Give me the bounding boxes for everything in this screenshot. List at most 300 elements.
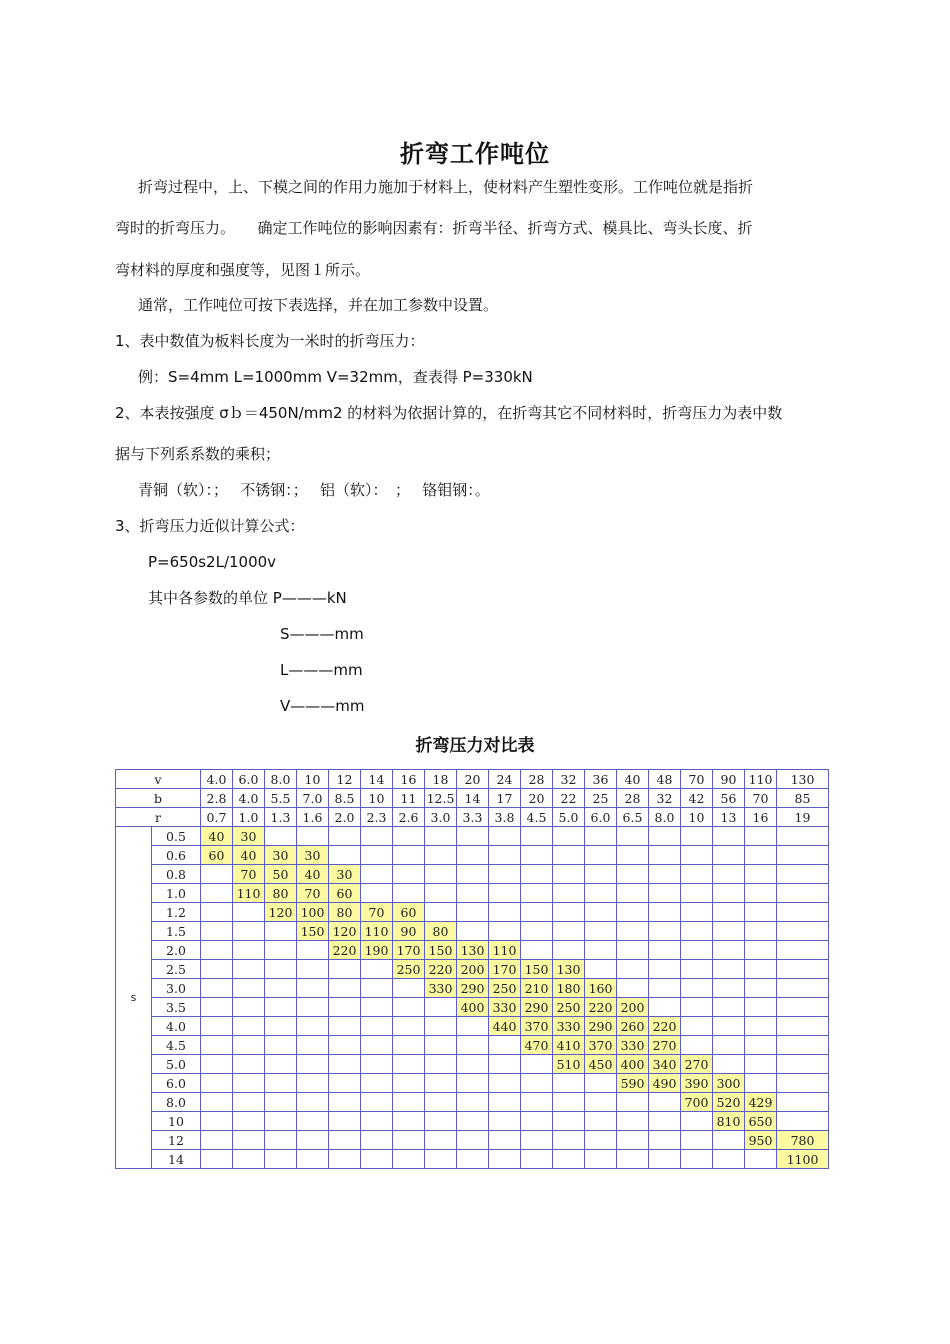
table-row [116,846,829,865]
pressure-value-cell: 30 [329,865,361,884]
empty-cell [585,903,617,922]
empty-cell [745,960,777,979]
pressure-value-cell: 650 [745,1112,777,1131]
pressure-value-cell: 110 [361,922,393,941]
pressure-value-cell: 470 [521,1036,553,1055]
empty-cell [233,903,265,922]
empty-cell [297,1055,329,1074]
empty-cell [361,1036,393,1055]
bending-pressure-table [115,769,829,1169]
b-header-cell: 7.0 [297,789,329,808]
pressure-value-cell: 170 [489,960,521,979]
pressure-value-cell: 250 [553,998,585,1017]
empty-cell [681,865,713,884]
empty-cell [393,1093,425,1112]
empty-cell [745,827,777,846]
empty-cell [649,941,681,960]
pressure-value-cell: 170 [393,941,425,960]
pressure-value-cell: 700 [681,1093,713,1112]
formula: P=650s2L/1000v [148,553,277,571]
empty-cell [393,998,425,1017]
pressure-value-cell: 120 [265,903,297,922]
table-row [116,827,829,846]
empty-cell [585,941,617,960]
empty-cell [425,998,457,1017]
pressure-value-cell: 400 [617,1055,649,1074]
empty-cell [777,960,829,979]
r-header-cell: 3.0 [425,808,457,827]
empty-cell [297,1093,329,1112]
empty-cell [777,827,829,846]
empty-cell [681,1112,713,1131]
empty-cell [617,865,649,884]
empty-cell [713,960,745,979]
r-header-cell: 19 [777,808,829,827]
empty-cell [297,1112,329,1131]
empty-cell [521,865,553,884]
table-row [116,1074,829,1093]
pressure-value-cell: 290 [585,1017,617,1036]
empty-cell [777,998,829,1017]
r-header-cell: 6.0 [585,808,617,827]
unit-line: V———mm [280,697,365,715]
b-header-cell: 32 [649,789,681,808]
pressure-value-cell: 30 [265,846,297,865]
empty-cell [457,903,489,922]
empty-cell [457,1131,489,1150]
empty-cell [329,1017,361,1036]
empty-cell [777,865,829,884]
empty-cell [425,1017,457,1036]
pressure-value-cell: 60 [201,846,233,865]
r-header-cell: 3.8 [489,808,521,827]
empty-cell [457,1093,489,1112]
b-header-cell: 22 [553,789,585,808]
table-row [116,941,829,960]
empty-cell [553,1093,585,1112]
empty-cell [745,1017,777,1036]
pressure-value-cell: 120 [329,922,361,941]
empty-cell [585,960,617,979]
table-row [116,960,829,979]
empty-cell [521,884,553,903]
empty-cell [649,1131,681,1150]
empty-cell [649,1093,681,1112]
r-header-cell: 2.6 [393,808,425,827]
b-header-label: b [116,789,201,808]
empty-cell [489,1074,521,1093]
empty-cell [649,1112,681,1131]
empty-cell [745,1150,777,1169]
empty-cell [425,1036,457,1055]
empty-cell [361,846,393,865]
empty-cell [361,1112,393,1131]
empty-cell [457,922,489,941]
empty-cell [745,884,777,903]
empty-cell [265,1055,297,1074]
empty-cell [329,1036,361,1055]
b-header-cell: 11 [393,789,425,808]
pressure-value-cell: 60 [393,903,425,922]
empty-cell [233,1093,265,1112]
empty-cell [553,1131,585,1150]
empty-cell [617,1112,649,1131]
table-row [116,1131,829,1150]
pressure-value-cell: 270 [649,1036,681,1055]
pressure-value-cell: 810 [713,1112,745,1131]
empty-cell [521,1074,553,1093]
b-header-cell: 14 [457,789,489,808]
empty-cell [745,1036,777,1055]
empty-cell [329,846,361,865]
empty-cell [521,827,553,846]
empty-cell [617,1093,649,1112]
empty-cell [777,922,829,941]
empty-cell [617,979,649,998]
b-header-cell: 5.5 [265,789,297,808]
empty-cell [425,846,457,865]
empty-cell [617,846,649,865]
v-header-cell: 130 [777,770,829,789]
empty-cell [585,1093,617,1112]
empty-cell [425,1055,457,1074]
pressure-value-cell: 160 [585,979,617,998]
empty-cell [265,1074,297,1093]
b-header-cell: 8.5 [329,789,361,808]
pressure-value-cell: 330 [489,998,521,1017]
empty-cell [649,865,681,884]
pressure-value-cell: 100 [297,903,329,922]
pressure-value-cell: 210 [521,979,553,998]
empty-cell [457,846,489,865]
empty-cell [713,922,745,941]
empty-cell [681,1150,713,1169]
empty-cell [745,941,777,960]
empty-cell [361,1074,393,1093]
empty-cell [393,1150,425,1169]
pressure-value-cell: 250 [489,979,521,998]
pressure-value-cell: 590 [617,1074,649,1093]
empty-cell [233,1036,265,1055]
empty-cell [489,1131,521,1150]
empty-cell [297,960,329,979]
empty-cell [585,1131,617,1150]
pressure-value-cell: 950 [745,1131,777,1150]
r-header-cell: 8.0 [649,808,681,827]
r-header-cell: 10 [681,808,713,827]
empty-cell [745,846,777,865]
empty-cell [393,1055,425,1074]
empty-cell [649,846,681,865]
s-value-cell: 6.0 [152,1074,201,1093]
pressure-value-cell: 150 [521,960,553,979]
table-row [116,1055,829,1074]
b-header-cell: 42 [681,789,713,808]
empty-cell [489,1093,521,1112]
empty-cell [745,998,777,1017]
r-header-cell: 13 [713,808,745,827]
s-axis-label: s [116,827,152,1169]
empty-cell [201,884,233,903]
empty-cell [361,827,393,846]
empty-cell [233,960,265,979]
empty-cell [265,1093,297,1112]
empty-cell [489,865,521,884]
paragraph-line: 青铜（软）：； 不锈钢：； 铝（软）： ； 铬钼钢：。 [138,481,490,499]
empty-cell [553,827,585,846]
empty-cell [393,1131,425,1150]
empty-cell [233,979,265,998]
pressure-value-cell: 80 [329,903,361,922]
empty-cell [329,1150,361,1169]
empty-cell [681,827,713,846]
empty-cell [297,1074,329,1093]
empty-cell [201,1055,233,1074]
pressure-value-cell: 70 [233,865,265,884]
empty-cell [361,1131,393,1150]
empty-cell [745,979,777,998]
s-value-cell: 0.6 [152,846,201,865]
b-header-cell: 4.0 [233,789,265,808]
r-header-cell: 1.0 [233,808,265,827]
pressure-value-cell: 440 [489,1017,521,1036]
empty-cell [425,865,457,884]
table-row [116,789,829,808]
empty-cell [265,960,297,979]
pressure-value-cell: 290 [457,979,489,998]
empty-cell [361,865,393,884]
empty-cell [585,865,617,884]
empty-cell [521,1112,553,1131]
empty-cell [425,1074,457,1093]
r-header-cell: 4.5 [521,808,553,827]
table-row [116,1112,829,1131]
v-header-cell: 24 [489,770,521,789]
b-header-cell: 56 [713,789,745,808]
empty-cell [393,1036,425,1055]
pressure-value-cell: 300 [713,1074,745,1093]
r-header-cell: 2.3 [361,808,393,827]
r-header-cell: 6.5 [617,808,649,827]
empty-cell [265,1131,297,1150]
s-value-cell: 14 [152,1150,201,1169]
empty-cell [617,827,649,846]
s-value-cell: 10 [152,1112,201,1131]
b-header-cell: 12.5 [425,789,457,808]
empty-cell [777,1036,829,1055]
empty-cell [201,960,233,979]
empty-cell [489,1055,521,1074]
pressure-value-cell: 50 [265,865,297,884]
pressure-value-cell: 390 [681,1074,713,1093]
paragraph-line: 例：S=4mm L=1000mm V=32mm，查表得 P=330kN [138,368,533,386]
empty-cell [361,884,393,903]
empty-cell [489,1150,521,1169]
empty-cell [521,1131,553,1150]
empty-cell [745,903,777,922]
pressure-value-cell: 70 [361,903,393,922]
empty-cell [201,1074,233,1093]
pressure-value-cell: 330 [553,1017,585,1036]
s-value-cell: 1.0 [152,884,201,903]
empty-cell [457,827,489,846]
pressure-value-cell: 490 [649,1074,681,1093]
r-header-cell: 0.7 [201,808,233,827]
empty-cell [425,827,457,846]
empty-cell [489,922,521,941]
pressure-value-cell: 130 [457,941,489,960]
empty-cell [681,960,713,979]
empty-cell [649,998,681,1017]
pressure-value-cell: 330 [425,979,457,998]
s-value-cell: 3.0 [152,979,201,998]
empty-cell [777,903,829,922]
empty-cell [777,1017,829,1036]
empty-cell [777,1093,829,1112]
empty-cell [361,979,393,998]
r-header-cell: 3.3 [457,808,489,827]
empty-cell [201,1036,233,1055]
empty-cell [777,846,829,865]
empty-cell [329,1055,361,1074]
v-header-cell: 18 [425,770,457,789]
empty-cell [201,979,233,998]
table-row [116,770,829,789]
empty-cell [489,846,521,865]
empty-cell [457,1112,489,1131]
empty-cell [617,960,649,979]
empty-cell [681,1017,713,1036]
empty-cell [777,979,829,998]
empty-cell [585,1150,617,1169]
table-row [116,865,829,884]
empty-cell [425,903,457,922]
empty-cell [201,865,233,884]
empty-cell [713,1055,745,1074]
paragraph-line: 弯材料的厚度和强度等，见图１所示。 [115,261,371,279]
empty-cell [617,1150,649,1169]
r-header-cell: 1.3 [265,808,297,827]
pressure-value-cell: 190 [361,941,393,960]
table-row [116,998,829,1017]
empty-cell [553,865,585,884]
table-row [116,922,829,941]
table-title: 折弯压力对比表 [415,736,535,756]
pressure-value-cell: 290 [521,998,553,1017]
b-header-cell: 70 [745,789,777,808]
empty-cell [489,884,521,903]
paragraph-line: 通常，工作吨位可按下表选择，并在加工参数中设置。 [138,296,499,314]
empty-cell [521,1093,553,1112]
empty-cell [521,846,553,865]
empty-cell [393,865,425,884]
b-header-cell: 2.8 [201,789,233,808]
pressure-value-cell: 220 [649,1017,681,1036]
empty-cell [585,827,617,846]
empty-cell [361,1093,393,1112]
r-header-cell: 2.0 [329,808,361,827]
pressure-value-cell: 40 [233,846,265,865]
table-row [116,808,829,827]
v-header-cell: 48 [649,770,681,789]
s-value-cell: 5.0 [152,1055,201,1074]
empty-cell [297,1131,329,1150]
empty-cell [329,1112,361,1131]
pressure-value-cell: 130 [553,960,585,979]
pressure-value-cell: 40 [297,865,329,884]
empty-cell [777,884,829,903]
empty-cell [457,1074,489,1093]
v-header-cell: 20 [457,770,489,789]
empty-cell [361,998,393,1017]
empty-cell [233,1112,265,1131]
v-header-cell: 36 [585,770,617,789]
pressure-value-cell: 200 [457,960,489,979]
empty-cell [649,884,681,903]
empty-cell [553,922,585,941]
table-row [116,1017,829,1036]
pressure-value-cell: 330 [617,1036,649,1055]
v-header-cell: 40 [617,770,649,789]
pressure-value-cell: 70 [297,884,329,903]
v-header-cell: 6.0 [233,770,265,789]
empty-cell [681,922,713,941]
s-value-cell: 4.0 [152,1017,201,1036]
empty-cell [521,903,553,922]
empty-cell [297,1017,329,1036]
unit-line: 其中各参数的单位 P———kN [148,589,347,607]
s-value-cell: 2.0 [152,941,201,960]
empty-cell [393,1112,425,1131]
s-value-cell: 1.5 [152,922,201,941]
pressure-value-cell: 80 [265,884,297,903]
empty-cell [713,903,745,922]
r-header-cell: 1.6 [297,808,329,827]
empty-cell [649,827,681,846]
empty-cell [425,1112,457,1131]
empty-cell [233,1131,265,1150]
empty-cell [553,941,585,960]
empty-cell [201,1112,233,1131]
empty-cell [297,998,329,1017]
empty-cell [777,1055,829,1074]
unit-line: L———mm [280,661,363,679]
empty-cell [553,884,585,903]
s-value-cell: 0.8 [152,865,201,884]
table-row [116,1036,829,1055]
pressure-value-cell: 270 [681,1055,713,1074]
pressure-value-cell: 90 [393,922,425,941]
v-header-cell: 8.0 [265,770,297,789]
empty-cell [233,998,265,1017]
empty-cell [585,846,617,865]
pressure-value-cell: 150 [425,941,457,960]
pressure-value-cell: 780 [777,1131,829,1150]
empty-cell [681,979,713,998]
empty-cell [361,960,393,979]
paragraph-line: 2、本表按强度 σｂ＝450N/mm2 的材料为依据计算的，在折弯其它不同材料时，折弯压力为表中数 [115,404,783,422]
pressure-value-cell: 429 [745,1093,777,1112]
b-header-cell: 20 [521,789,553,808]
empty-cell [745,1074,777,1093]
empty-cell [713,998,745,1017]
empty-cell [425,1093,457,1112]
empty-cell [265,1112,297,1131]
empty-cell [777,941,829,960]
pressure-value-cell: 40 [201,827,233,846]
pressure-value-cell: 180 [553,979,585,998]
empty-cell [201,1150,233,1169]
